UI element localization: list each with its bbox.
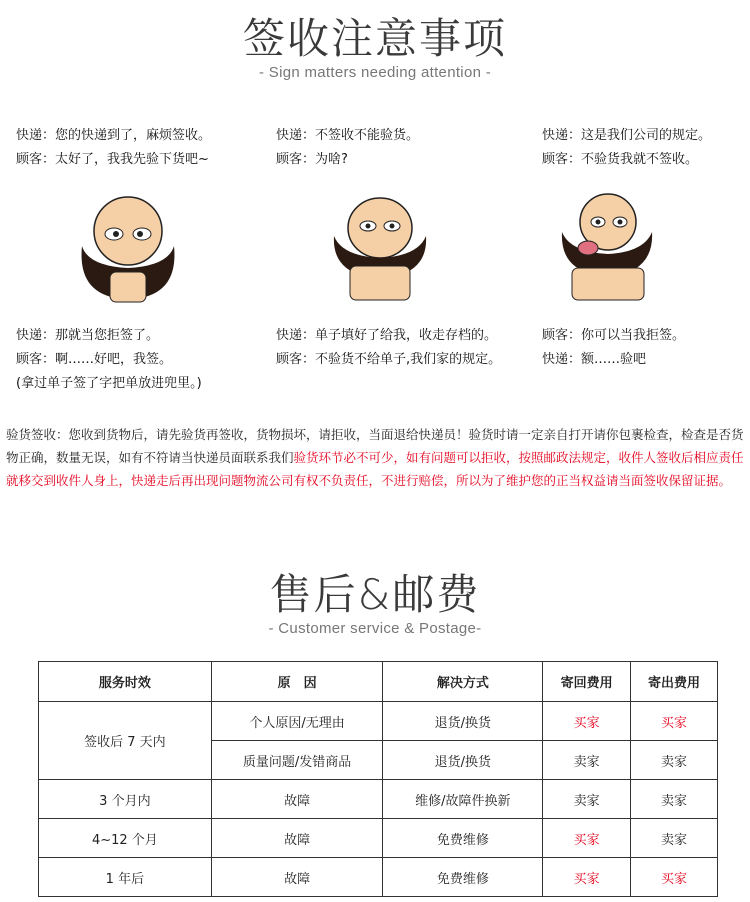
header-send-fee: 寄出费用 (631, 662, 718, 702)
period-cell: 签收后 7 天内 (39, 702, 212, 780)
reason-cell: 故障 (211, 780, 383, 819)
reason-cell: 故障 (211, 858, 383, 897)
return-fee-cell: 买家 (543, 858, 631, 897)
header-solution: 解决方式 (383, 662, 543, 702)
solution-cell: 退货/换货 (383, 741, 543, 780)
bald-bearded-man-face-icon (552, 186, 672, 306)
send-fee-cell: 买家 (631, 702, 718, 741)
dialog-line: 快递：单子填好了给我，收走存档的。 (276, 328, 498, 343)
table-row (39, 780, 718, 819)
header-period: 服务时效 (39, 662, 212, 702)
dialog-line: 顾客：太好了，我我先验下货吧~ (16, 152, 209, 167)
period-cell: 1 年后 (39, 858, 212, 897)
send-fee-cell: 卖家 (631, 741, 718, 780)
solution-cell: 维修/故障件换新 (383, 780, 543, 819)
reason-cell: 故障 (211, 819, 383, 858)
table-row (39, 819, 718, 858)
inspection-notice (6, 424, 746, 493)
bald-bearded-man-face-icon (68, 186, 188, 306)
dialog-line: 顾客：不验货不给单子,我们家的规定。 (276, 352, 502, 367)
table-row (39, 858, 718, 897)
table-row (39, 702, 718, 741)
reason-cell: 质量问题/发错商品 (211, 741, 383, 780)
comic2-dialog-top (276, 124, 419, 172)
dialog-line: 顾客：为啥? (276, 152, 348, 167)
dialog-line: 快递：不签收不能验货。 (276, 128, 420, 143)
comic1-dialog-bottom (16, 324, 202, 396)
dialog-line: 顾客：不验货我就不签收。 (542, 152, 699, 167)
header-reason: 原 因 (211, 662, 383, 702)
period-cell: 3 个月内 (39, 780, 212, 819)
notice-warning-text: 验货环节必不可少，如有问题可以拒收，按照邮政法规定，收件人签收后相应责任就移交到收件人身上，快递走后再出现问题物流公司有权不负责任，不进行赔偿，所以为了维护您的正当权益请当面签收保留证据。 (6, 451, 744, 488)
comic1-dialog-top (16, 124, 211, 172)
return-fee-cell: 买家 (543, 702, 631, 741)
aftersales-table (38, 661, 718, 897)
dialog-line: 快递：那就当您拒签了。 (16, 328, 160, 343)
period-cell: 4~12 个月 (39, 819, 212, 858)
header-return-fee: 寄回费用 (543, 662, 631, 702)
section-title-aftersales: 售后&邮费 (269, 570, 481, 619)
section-subtitle-sign: - Sign matters needing attention - (259, 64, 491, 81)
return-fee-cell: 买家 (543, 819, 631, 858)
table-header-row (39, 662, 718, 702)
dialog-line: 顾客：啊……好吧，我签。 (16, 352, 173, 367)
section-subtitle-aftersales: - Customer service & Postage- (268, 620, 482, 637)
bald-bearded-man-face-icon (320, 186, 440, 306)
reason-cell: 个人原因/无理由 (211, 702, 383, 741)
solution-cell: 免费维修 (383, 858, 543, 897)
return-fee-cell: 卖家 (543, 780, 631, 819)
send-fee-cell: 卖家 (631, 780, 718, 819)
dialog-line: 快递：您的快递到了，麻烦签收。 (16, 128, 212, 143)
send-fee-cell: 卖家 (631, 819, 718, 858)
dialog-line: 快递：这是我们公司的规定。 (542, 128, 712, 143)
comic3-dialog-top (542, 124, 711, 172)
dialog-line: (拿过单子签了字把单放进兜里。) (16, 376, 202, 391)
send-fee-cell: 买家 (631, 858, 718, 897)
return-fee-cell: 卖家 (543, 741, 631, 780)
comic3-dialog-bottom (542, 324, 685, 372)
dialog-line: 快递：额……验吧 (542, 352, 647, 367)
dialog-line: 顾客：你可以当我拒签。 (542, 328, 686, 343)
comic2-dialog-bottom (276, 324, 501, 372)
solution-cell: 免费维修 (383, 819, 543, 858)
notice-text: 验货签收：您收到货物后，请先验货再签收，货物损坏，请拒收，当面退给快递员！验货时请一定亲自打开请你包裹检查，检查是否货物正确，数量无误，如有不符请当快递员面联系我们 (6, 428, 744, 465)
solution-cell: 退货/换货 (383, 702, 543, 741)
section-title-sign: 签收注意事项 (242, 14, 507, 63)
